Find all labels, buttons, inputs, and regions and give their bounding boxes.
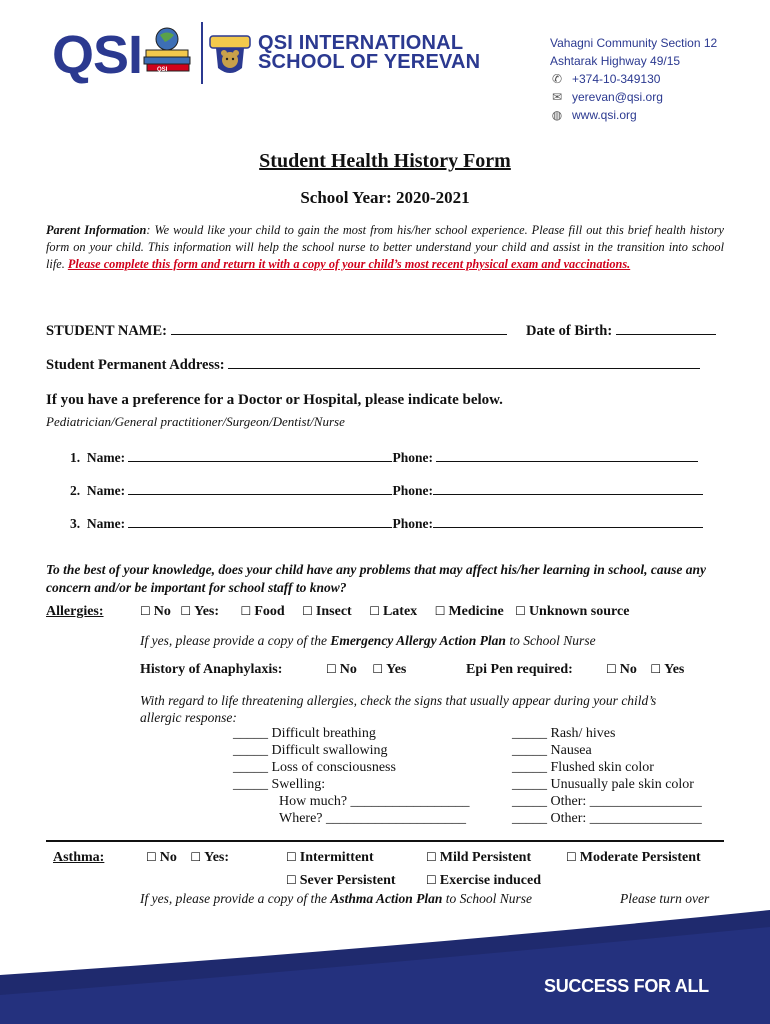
- school-name-line2: SCHOOL OF YEREVAN: [258, 51, 481, 73]
- doctor-name-label: Name:: [86, 516, 126, 531]
- envelope-icon: ✉: [551, 90, 563, 104]
- doctor-num: 3.: [70, 516, 81, 531]
- sign-item[interactable]: _____ Difficult swallowing: [233, 743, 388, 758]
- address-label: Student Permanent Address:: [46, 357, 225, 373]
- doctor-subheading: Pediatrician/General practitioner/Surgeon/Dentist/Nurse: [46, 414, 345, 429]
- web-row: [550, 106, 717, 124]
- allergy-option-unknown[interactable]: ☐ Unknown source: [515, 604, 630, 619]
- sign-item[interactable]: _____ Rash/ hives: [512, 726, 616, 741]
- form-title: Student Health History Form: [259, 150, 511, 172]
- contact-phone: +374-10-349130: [572, 72, 661, 86]
- doctor-phone-field[interactable]: [433, 513, 703, 528]
- sign-item[interactable]: _____ Unusually pale skin color: [512, 777, 694, 792]
- epipen-no[interactable]: ☐ No: [606, 662, 637, 677]
- anaphylaxis-label: History of Anaphylaxis:: [140, 662, 283, 677]
- asthma-exercise[interactable]: ☐ Exercise induced: [426, 873, 542, 888]
- asthma-yes[interactable]: ☐ Yes:: [190, 850, 230, 865]
- asthma-yesno: [146, 850, 229, 866]
- doctor-name-label: Name:: [86, 450, 126, 465]
- footer-slogan: SUCCESS FOR ALL: [544, 976, 709, 996]
- address-line2: Ashtarak Highway 49/15: [550, 54, 681, 68]
- doctor-row-2: [70, 480, 703, 499]
- doctor-phone-label: Phone:: [392, 450, 433, 465]
- asthma-severe[interactable]: ☐ Sever Persistent: [286, 873, 396, 888]
- address-line1: Vahagni Community Section 12: [550, 36, 718, 50]
- address-field[interactable]: [228, 354, 700, 369]
- intro-label: Parent Information: [46, 223, 147, 237]
- email-row: [550, 88, 717, 106]
- section-divider: [46, 840, 724, 842]
- asthma-mild[interactable]: ☐ Mild Persistent: [426, 850, 532, 865]
- doctor-name-label: Name:: [86, 483, 126, 498]
- school-year: School Year: 2020-2021: [300, 188, 470, 207]
- asthma-moderate[interactable]: ☐ Moderate Persistent: [566, 850, 701, 865]
- allergy-option-no[interactable]: ☐ No: [140, 604, 171, 619]
- allergy-option-yes[interactable]: ☐ Yes:: [180, 604, 220, 619]
- doctor-phone-field[interactable]: [433, 480, 703, 495]
- question-text: To the best of your knowledge, does your child have any problems that may affect his/her learning in school, cause any concern and/or be important for school staff to know?: [46, 562, 707, 595]
- bears-crest-icon: [208, 30, 252, 80]
- allergy-option-insect[interactable]: ☐ Insect: [302, 604, 352, 619]
- doctor-num: 2.: [70, 483, 81, 498]
- allergy-option-food[interactable]: ☐ Food: [240, 604, 285, 619]
- allergy-option-medicine[interactable]: ☐ Medicine: [434, 604, 504, 619]
- school-name-line1: QSI INTERNATIONAL: [258, 32, 464, 54]
- intro-text: : We would like your child to gain the most from his/her school experience. Please fill out this brief health history form on your child. This information will help the school nurse to better understand your child and assist in the transition into school life.: [46, 223, 725, 271]
- logo-divider: [201, 22, 203, 84]
- globe-icon: ◍: [551, 108, 563, 122]
- student-name-field[interactable]: [171, 320, 507, 335]
- sign-item[interactable]: _____ Other: ________________: [512, 794, 702, 809]
- books-logo-icon: [140, 26, 194, 78]
- asthma-no[interactable]: ☐ No: [146, 850, 177, 865]
- books-logo-label: QSI: [157, 67, 168, 73]
- signs-left-list: [233, 725, 470, 827]
- doctor-name-field[interactable]: [128, 513, 392, 528]
- dob-label: Date of Birth:: [526, 323, 613, 339]
- asthma-label: Asthma:: [53, 850, 105, 865]
- sign-item[interactable]: _____ Loss of consciousness: [233, 760, 396, 775]
- epipen-yes[interactable]: ☐ Yes: [650, 662, 685, 677]
- asthma-plan-note: If yes, please provide a copy of the Asthma Action Plan to School Nurse: [140, 891, 532, 906]
- allergy-option-latex[interactable]: ☐ Latex: [369, 604, 418, 619]
- signs-right-list: [512, 725, 702, 827]
- epipen-options: [606, 662, 684, 678]
- doctor-row-1: [70, 447, 698, 466]
- intro-paragraph: [46, 222, 724, 273]
- dob-row: [526, 320, 716, 340]
- doctor-phone-label: Phone:: [392, 483, 433, 498]
- school-name: [258, 34, 480, 72]
- dob-field[interactable]: [616, 320, 716, 335]
- sign-item[interactable]: _____ Flushed skin color: [512, 760, 654, 775]
- doctor-num: 1.: [70, 450, 81, 465]
- anaphylaxis-no[interactable]: ☐ No: [326, 662, 357, 677]
- turn-over-note: Please turn over: [620, 891, 710, 906]
- sign-item[interactable]: _____ Other: ________________: [512, 811, 702, 826]
- doctor-phone-label: Phone:: [392, 516, 433, 531]
- qsi-logo: QSI: [52, 25, 143, 85]
- doctor-name-field[interactable]: [128, 447, 392, 462]
- address-row: [46, 354, 700, 374]
- asthma-intermittent[interactable]: ☐ Intermittent: [286, 850, 374, 865]
- phone-icon: ✆: [551, 72, 563, 86]
- student-name-row: [46, 320, 507, 340]
- anaphylaxis-yes[interactable]: ☐ Yes: [372, 662, 407, 677]
- footer-wave: [0, 905, 770, 1024]
- anaphylaxis-options: [326, 662, 406, 678]
- student-name-label: STUDENT NAME:: [46, 323, 167, 339]
- doctor-heading: If you have a preference for a Doctor or Hospital, please indicate below.: [46, 392, 503, 408]
- allergies-label: Allergies:: [46, 604, 104, 619]
- sign-item[interactable]: _____ Swelling:: [233, 777, 326, 792]
- sign-item[interactable]: _____ Nausea: [512, 743, 592, 758]
- intro-instruction: Please complete this form and return it with a copy of your child’s most recent physical exam and vaccinations.: [67, 257, 631, 271]
- allergy-plan-note: If yes, please provide a copy of the Emergency Allergy Action Plan to School Nurse: [140, 633, 596, 648]
- doctor-name-field[interactable]: [128, 480, 392, 495]
- contact-block: [550, 34, 717, 124]
- allergy-options: [140, 604, 629, 620]
- phone-row: [550, 70, 717, 88]
- epipen-label: Epi Pen required:: [466, 662, 573, 677]
- contact-email[interactable]: yerevan@qsi.org: [572, 90, 663, 104]
- contact-website[interactable]: www.qsi.org: [572, 108, 637, 122]
- sign-item[interactable]: How much? _________________: [279, 794, 470, 809]
- doctor-phone-field[interactable]: [436, 447, 698, 462]
- doctor-row-3: [70, 513, 703, 532]
- sign-item[interactable]: Where? ____________________: [279, 811, 467, 826]
- signs-intro: With regard to life threatening allergies, check the signs that usually appear during your child’s allergic response:: [140, 693, 657, 725]
- sign-item[interactable]: _____ Difficult breathing: [233, 726, 376, 741]
